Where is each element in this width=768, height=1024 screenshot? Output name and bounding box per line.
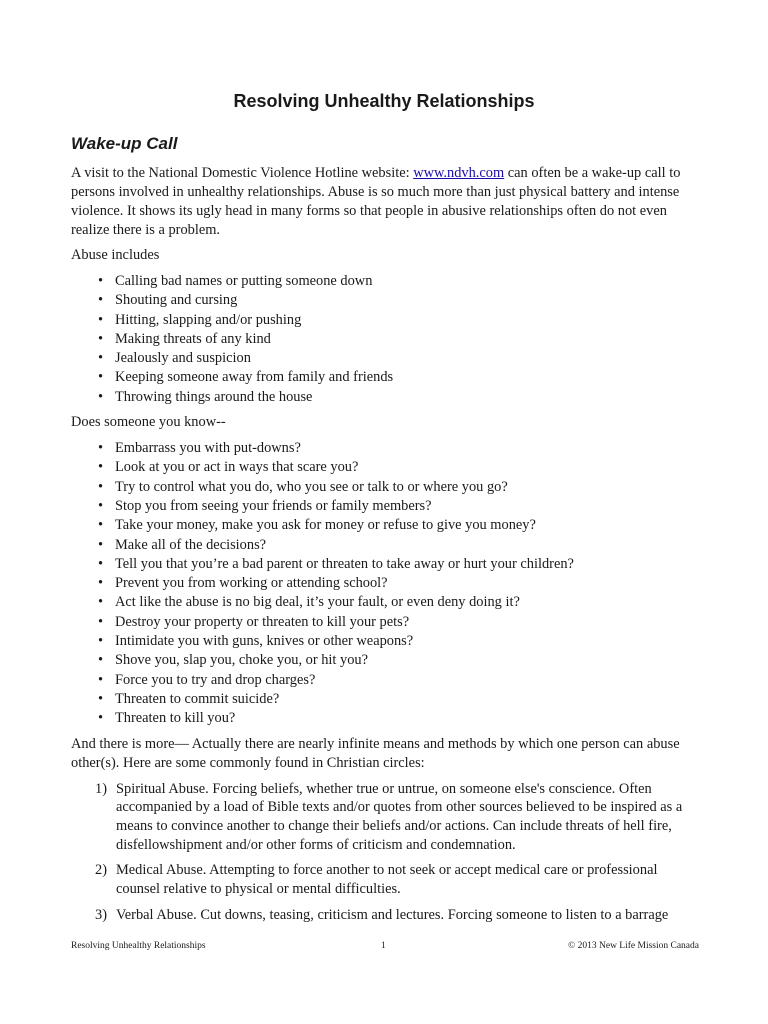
bullet-icon: • bbox=[98, 497, 104, 514]
abuse-list-item-text: Hitting, slapping and/or pushing bbox=[115, 311, 302, 328]
bullet-icon: • bbox=[98, 459, 104, 476]
abuse-type-item bbox=[95, 780, 701, 855]
question-list-item bbox=[98, 555, 701, 574]
item-number: 2) bbox=[95, 862, 107, 879]
bullet-icon: • bbox=[98, 369, 104, 386]
footer-page-number: 1 bbox=[381, 941, 386, 951]
abuse-list-item-text: Throwing things around the house bbox=[115, 388, 313, 405]
section-heading: Wake-up Call bbox=[71, 134, 178, 153]
abuse-list-item-text: Calling bad names or putting someone down bbox=[115, 273, 373, 289]
bullet-icon: • bbox=[98, 690, 104, 707]
bullet-icon: • bbox=[98, 633, 104, 650]
bullet-icon: • bbox=[98, 671, 104, 688]
bullet-icon: • bbox=[98, 350, 104, 367]
bullet-icon: • bbox=[98, 292, 104, 309]
item-number: 1) bbox=[95, 780, 107, 797]
question-list-item bbox=[98, 536, 701, 555]
hotline-website-link[interactable]: www.ndvh.com bbox=[413, 165, 505, 181]
abuse-list-item-text: Keeping someone away from family and friends bbox=[115, 369, 394, 386]
bullet-icon: • bbox=[98, 517, 104, 534]
question-list-item-text: Stop you from seeing your friends or family members? bbox=[115, 497, 432, 514]
document-body bbox=[71, 132, 701, 931]
question-list-item bbox=[98, 613, 701, 632]
bullet-icon: • bbox=[98, 273, 104, 289]
abuse-list-item bbox=[98, 291, 701, 310]
abuse-list-item bbox=[98, 330, 701, 349]
abuse-list-item-text: Jealously and suspicion bbox=[115, 350, 251, 367]
abuse-includes-label: Abuse includes bbox=[71, 247, 160, 263]
intro-text-before-link: A visit to the National Domestic Violence Hotline website: bbox=[71, 165, 414, 181]
question-list-item-text: Look at you or act in ways that scare you? bbox=[115, 459, 359, 476]
abuse-types-list bbox=[71, 780, 701, 925]
abuse-type-text: Verbal Abuse. Cut downs, teasing, criticism and lectures. Forcing someone to listen to a barrage bbox=[116, 906, 669, 923]
bullet-icon: • bbox=[98, 575, 104, 592]
question-list-item bbox=[98, 671, 701, 690]
question-list-item-text: Prevent you from working or attending school? bbox=[115, 575, 388, 592]
bullet-icon: • bbox=[98, 594, 104, 611]
does-someone-list bbox=[71, 439, 701, 728]
question-list-item-text: Try to control what you do, who you see or talk to or where you go? bbox=[115, 478, 508, 495]
question-list-item bbox=[98, 593, 701, 612]
question-list-item bbox=[98, 651, 701, 670]
abuse-list-item-text: Making threats of any kind bbox=[115, 330, 271, 347]
abuse-type-text: Medical Abuse. Attempting to force another to not seek or accept medical care or professional counsel relative to physical or mental difficulties. bbox=[116, 862, 658, 898]
abuse-list-item bbox=[98, 368, 701, 387]
abuse-list-item bbox=[98, 349, 701, 368]
question-list-item-text: Tell you that you’re a bad parent or threaten to take away or hurt your children? bbox=[115, 555, 574, 572]
question-list-item bbox=[98, 709, 701, 728]
question-list-item-text: Take your money, make you ask for money or refuse to give you money? bbox=[115, 517, 536, 534]
more-paragraph: And there is more— Actually there are nearly infinite means and methods by which one person can abuse other(s). Here are some commonly found in Christian circles: bbox=[71, 735, 680, 771]
question-list-item bbox=[98, 632, 701, 651]
question-list-item-text: Make all of the decisions? bbox=[115, 536, 267, 553]
question-list-item bbox=[98, 690, 701, 709]
bullet-icon: • bbox=[98, 311, 104, 328]
question-list-item bbox=[98, 478, 701, 497]
abuse-list-item bbox=[98, 311, 701, 330]
question-list-item-text: Threaten to commit suicide? bbox=[115, 690, 280, 707]
bullet-icon: • bbox=[98, 652, 104, 669]
abuse-list-item bbox=[98, 272, 701, 291]
footer-copyright: © 2013 New Life Mission Canada bbox=[568, 941, 699, 951]
question-list-item-text: Embarrass you with put-downs? bbox=[115, 440, 301, 457]
question-list-item-text: Destroy your property or threaten to kill your pets? bbox=[115, 613, 410, 630]
bullet-icon: • bbox=[98, 710, 104, 727]
bullet-icon: • bbox=[98, 388, 104, 405]
footer-document-title: Resolving Unhealthy Relationships bbox=[71, 941, 206, 951]
question-list-item-text: Shove you, slap you, choke you, or hit you? bbox=[115, 652, 369, 669]
question-list-item-text: Act like the abuse is no big deal, it’s your fault, or even deny doing it? bbox=[115, 594, 520, 611]
bullet-icon: • bbox=[98, 555, 104, 572]
question-list-item bbox=[98, 574, 701, 593]
question-list-item bbox=[98, 516, 701, 535]
question-list-item bbox=[98, 439, 701, 458]
does-someone-label: Does someone you know-- bbox=[71, 414, 226, 431]
page-footer bbox=[71, 939, 699, 953]
question-list-item-text: Force you to try and drop charges? bbox=[115, 671, 316, 688]
intro-paragraph bbox=[71, 164, 701, 240]
bullet-icon: • bbox=[98, 613, 104, 630]
bullet-icon: • bbox=[98, 330, 104, 347]
question-list-item-text: Threaten to kill you? bbox=[115, 710, 236, 727]
item-number: 3) bbox=[95, 906, 107, 923]
bullet-icon: • bbox=[98, 440, 104, 457]
abuse-type-item bbox=[95, 906, 701, 925]
abuse-type-item bbox=[95, 861, 701, 898]
page-title: Resolving Unhealthy Relationships bbox=[233, 91, 535, 111]
abuse-type-text: Spiritual Abuse. Forcing beliefs, whether true or untrue, on someone else's conscience. Often accompanied by a load of Bible texts and/or quotes from other sources believed to be inspired as a means to convince another to change their beliefs and/or actions. Can include threats of hell fire, disfellowshipment and/or other forms of criticism and condemnation. bbox=[116, 780, 683, 853]
abuse-list-item-text: Shouting and cursing bbox=[115, 292, 238, 309]
question-list-item bbox=[98, 458, 701, 477]
bullet-icon: • bbox=[98, 478, 104, 495]
abuse-list-item bbox=[98, 388, 701, 407]
question-list-item bbox=[98, 497, 701, 516]
bullet-icon: • bbox=[98, 536, 104, 553]
question-list-item-text: Intimidate you with guns, knives or other weapons? bbox=[115, 633, 414, 650]
intro-text-after-link: can often be a wake-up call to persons involved in unhealthy relationships. Abuse is so much more than just physical battery and intense violence. It shows its ugly head in many forms so that people in abusive relationships often do not even realize there is a problem. bbox=[71, 165, 681, 238]
abuse-includes-list bbox=[71, 272, 701, 407]
